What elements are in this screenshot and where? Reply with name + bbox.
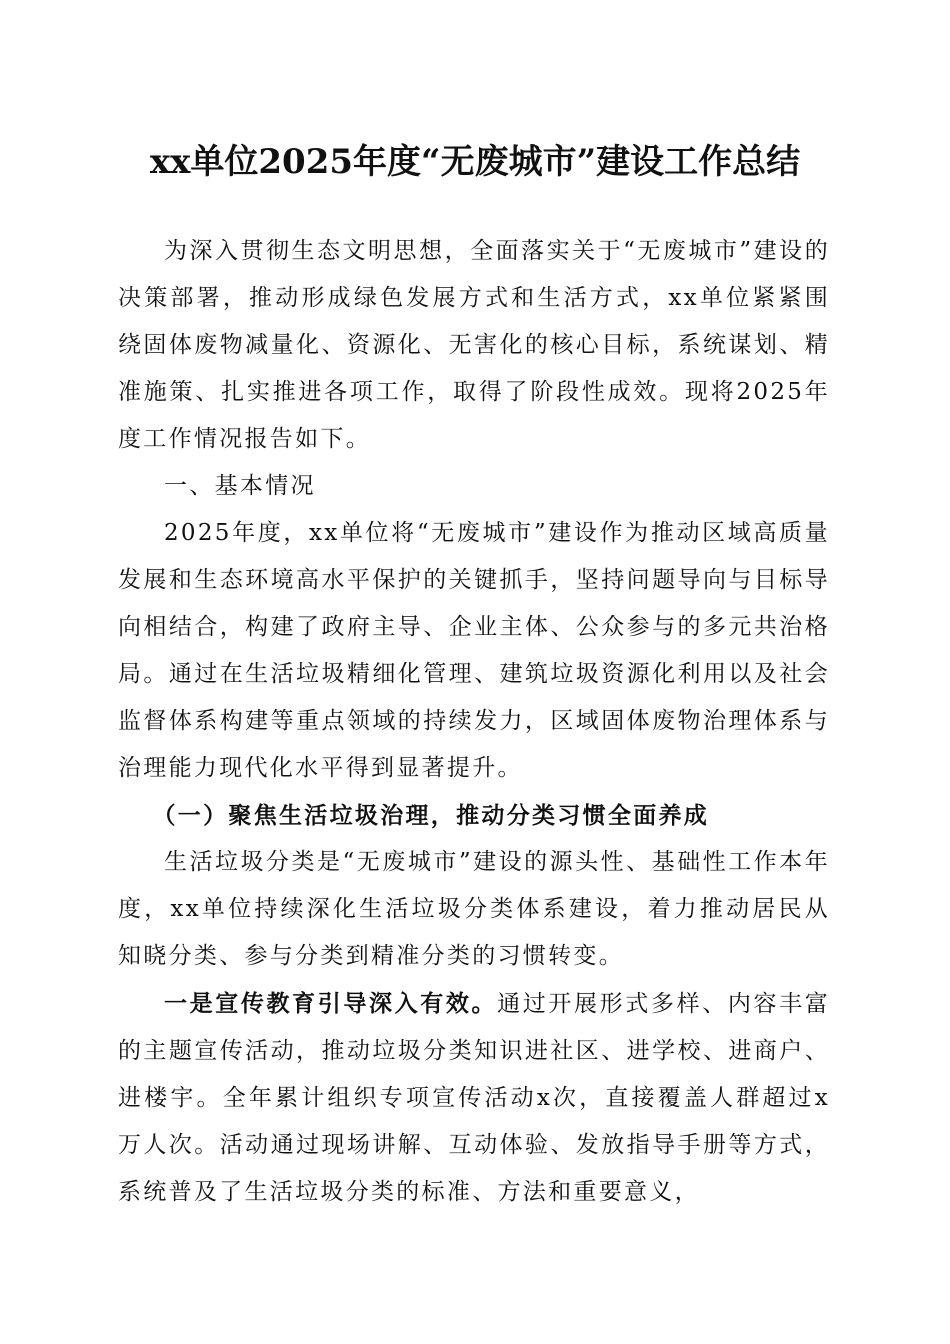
- point-one-paragraph: [118, 980, 830, 1216]
- point-one-lead: 一是宣传教育引导深入有效。: [164, 990, 498, 1017]
- document-title: xx单位2025年度“无废城市”建设工作总结: [149, 142, 801, 182]
- household-waste-paragraph: 生活垃圾分类是“无废城市”建设的源头性、基础性工作本年度，xx单位持续深化生活垃圾分类体系建设，着力推动居民从知晓分类、参与分类到精准分类的习惯转变。: [118, 849, 830, 969]
- subsection-heading-household-waste: （一）聚焦生活垃圾治理，推动分类习惯全面养成: [152, 802, 710, 829]
- document-body: [118, 228, 830, 1216]
- point-one-body: 通过开展形式多样、内容丰富的主题宣传活动，推动垃圾分类知识进社区、进学校、进商户、进楼宇。全年累计组织专项宣传活动x次，直接覆盖人群超过x万人次。活动通过现场讲解、互动体验、发放指导手册等方式，系统普及了生活垃圾分类的标准、方法和重要意义，: [118, 991, 831, 1205]
- basic-situation-paragraph: 2025年度，xx单位将“无废城市”建设作为推动区域高质量发展和生态环境高水平保护的关键抓手，坚持问题导向与目标导向相结合，构建了政府主导、企业主体、公众参与的多元共治格局。通过在生活垃圾精细化管理、建筑垃圾资源化利用以及社会监督体系构建等重点领域的持续发力，区域固体废物治理体系与治理能力现代化水平得到显著提升。: [118, 520, 830, 781]
- intro-paragraph: 为深入贯彻生态文明思想，全面落实关于“无废城市”建设的决策部署，推动形成绿色发展方式和生活方式，xx单位紧紧围绕固体废物减量化、资源化、无害化的核心目标，系统谋划、精准施策、扎实推进各项工作，取得了阶段性成效。现将2025年度工作情况报告如下。: [118, 238, 830, 452]
- section-heading-basic-situation: 一、基本情况: [164, 473, 316, 499]
